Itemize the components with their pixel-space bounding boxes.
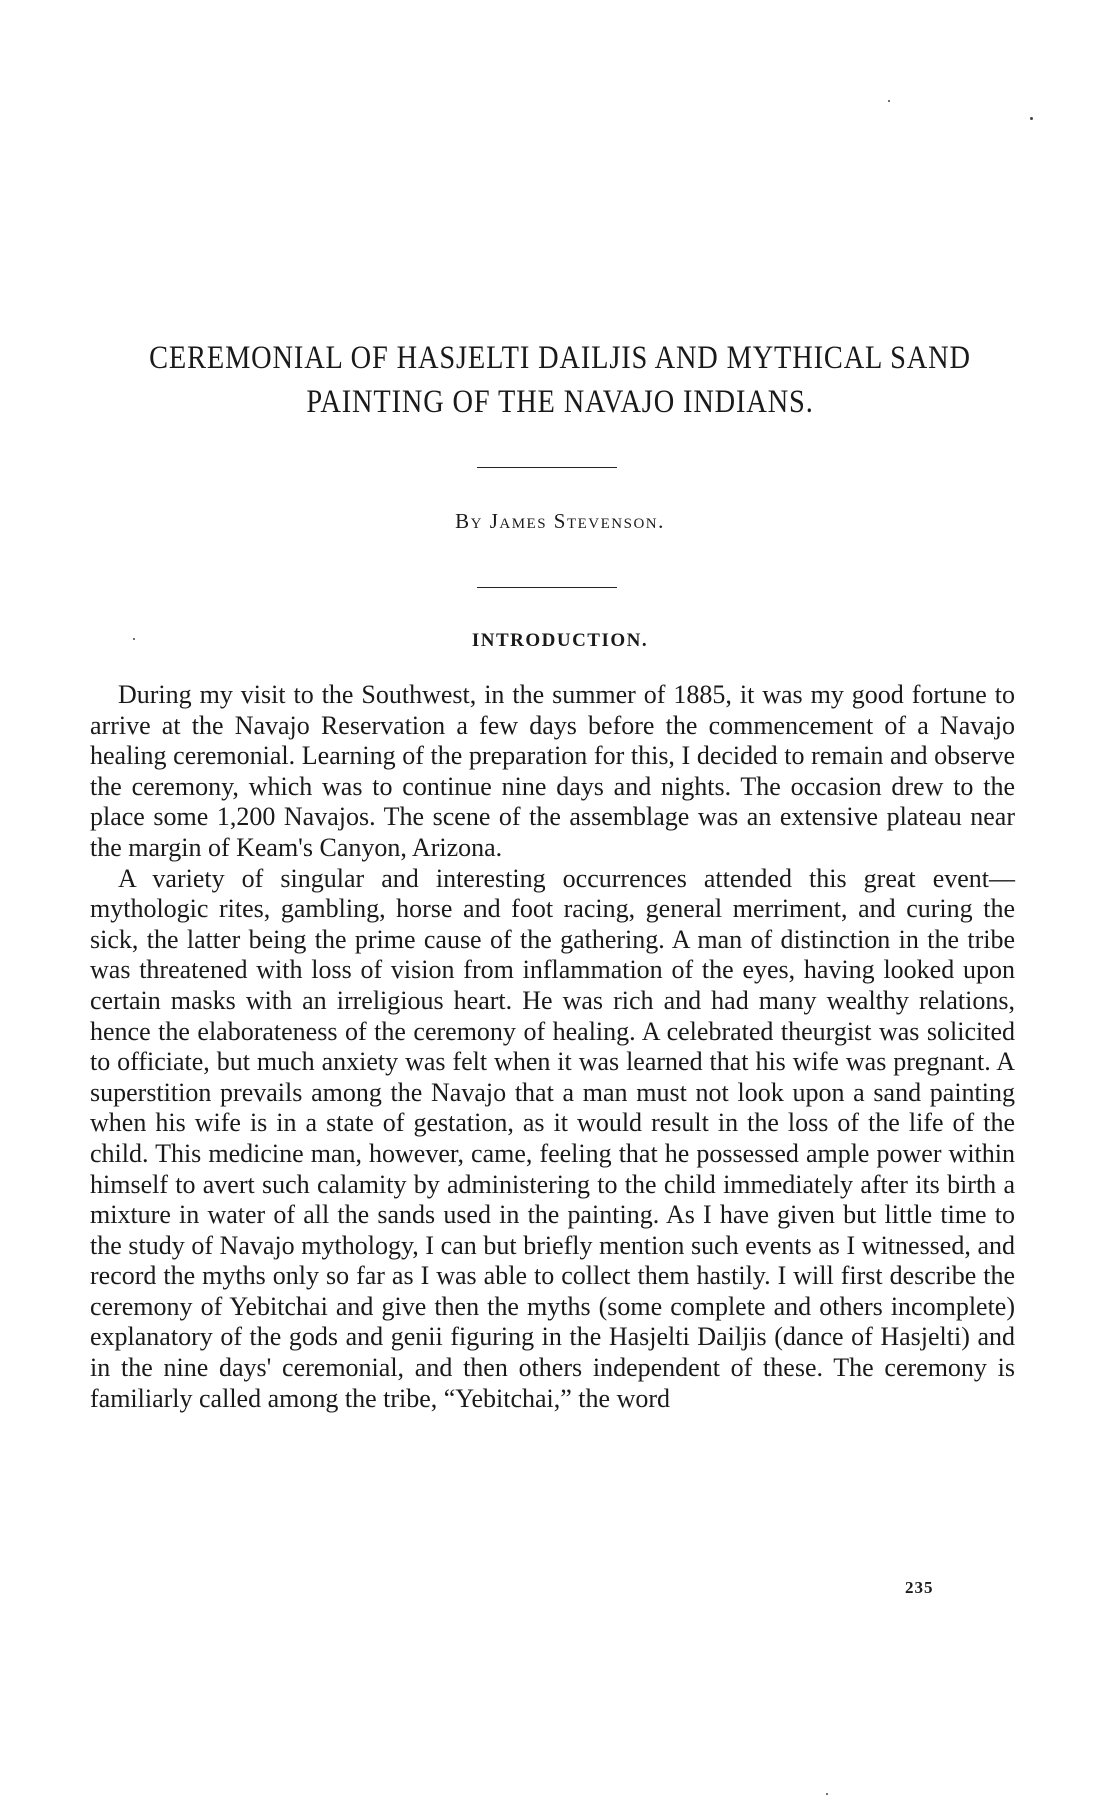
article-title <box>139 336 982 424</box>
title-line-1: CEREMONIAL OF HASJELTI DAILJIS AND MYTHICAL SAND <box>149 340 971 376</box>
body-text <box>90 680 1015 1414</box>
author-byline: By James Stevenson. <box>455 509 665 533</box>
title-line-2: PAINTING OF THE NAVAJO INDIANS. <box>306 384 814 420</box>
paper-speck <box>133 638 135 640</box>
section-heading: INTRODUCTION. <box>471 630 649 651</box>
page-number: 235 <box>905 1578 934 1597</box>
byline-divider <box>477 587 617 588</box>
title-divider <box>477 467 617 468</box>
paper-speck <box>888 100 890 102</box>
paragraph-1: During my visit to the Southwest, in the summer of 1885, it was my good fortune to arrive at the Navajo Reservation a few days before the commencement of a Navajo healing ceremonial. Learning of the preparation for this, I decided to remain and observe the ceremony, which was to continue nine days and nights. The occasion drew to the place some 1,200 Navajos. The scene of the assemblage was an extensive plateau near the margin of Keam's Canyon, Arizona. <box>90 680 1015 862</box>
paper-speck <box>826 1793 828 1795</box>
paragraph-2: A variety of singular and interesting occurrences attended this great event—mythologic rites, gambling, horse and foot racing, general merriment, and curing the sick, the latter being the prime cause of the gathering. A man of distinction in the tribe was threatened with loss of vision from inflammation of the eyes, having looked upon certain masks with an irreligious heart. He was rich and had many wealthy relations, hence the elaborateness of the ceremony of healing. A celebrated theurgist was solicited to officiate, but much anxiety was felt when it was learned that his wife was pregnant. A superstition prevails among the Navajo that a man must not look upon a sand painting when his wife is in a state of gestation, as it would result in the loss of the life of the child. This medicine man, however, came, feeling that he possessed ample power within himself to avert such calamity by administering to the child immediately after its birth a mixture in water of all the sands used in the painting. As I have given but little time to the study of Navajo mythology, I can but briefly mention such events as I witnessed, and record the myths only so far as I was able to collect them hastily. I will first describe the ceremony of Yebitchai and give then the myths (some complete and others incomplete) explanatory of the gods and genii figuring in the Hasjelti Dailjis (dance of Hasjelti) and in the nine days' ceremonial, and then others independent of these. The ceremony is familiarly called among the tribe, “Yebitchai,” the word <box>90 863 1015 1413</box>
paper-speck <box>1030 117 1033 120</box>
